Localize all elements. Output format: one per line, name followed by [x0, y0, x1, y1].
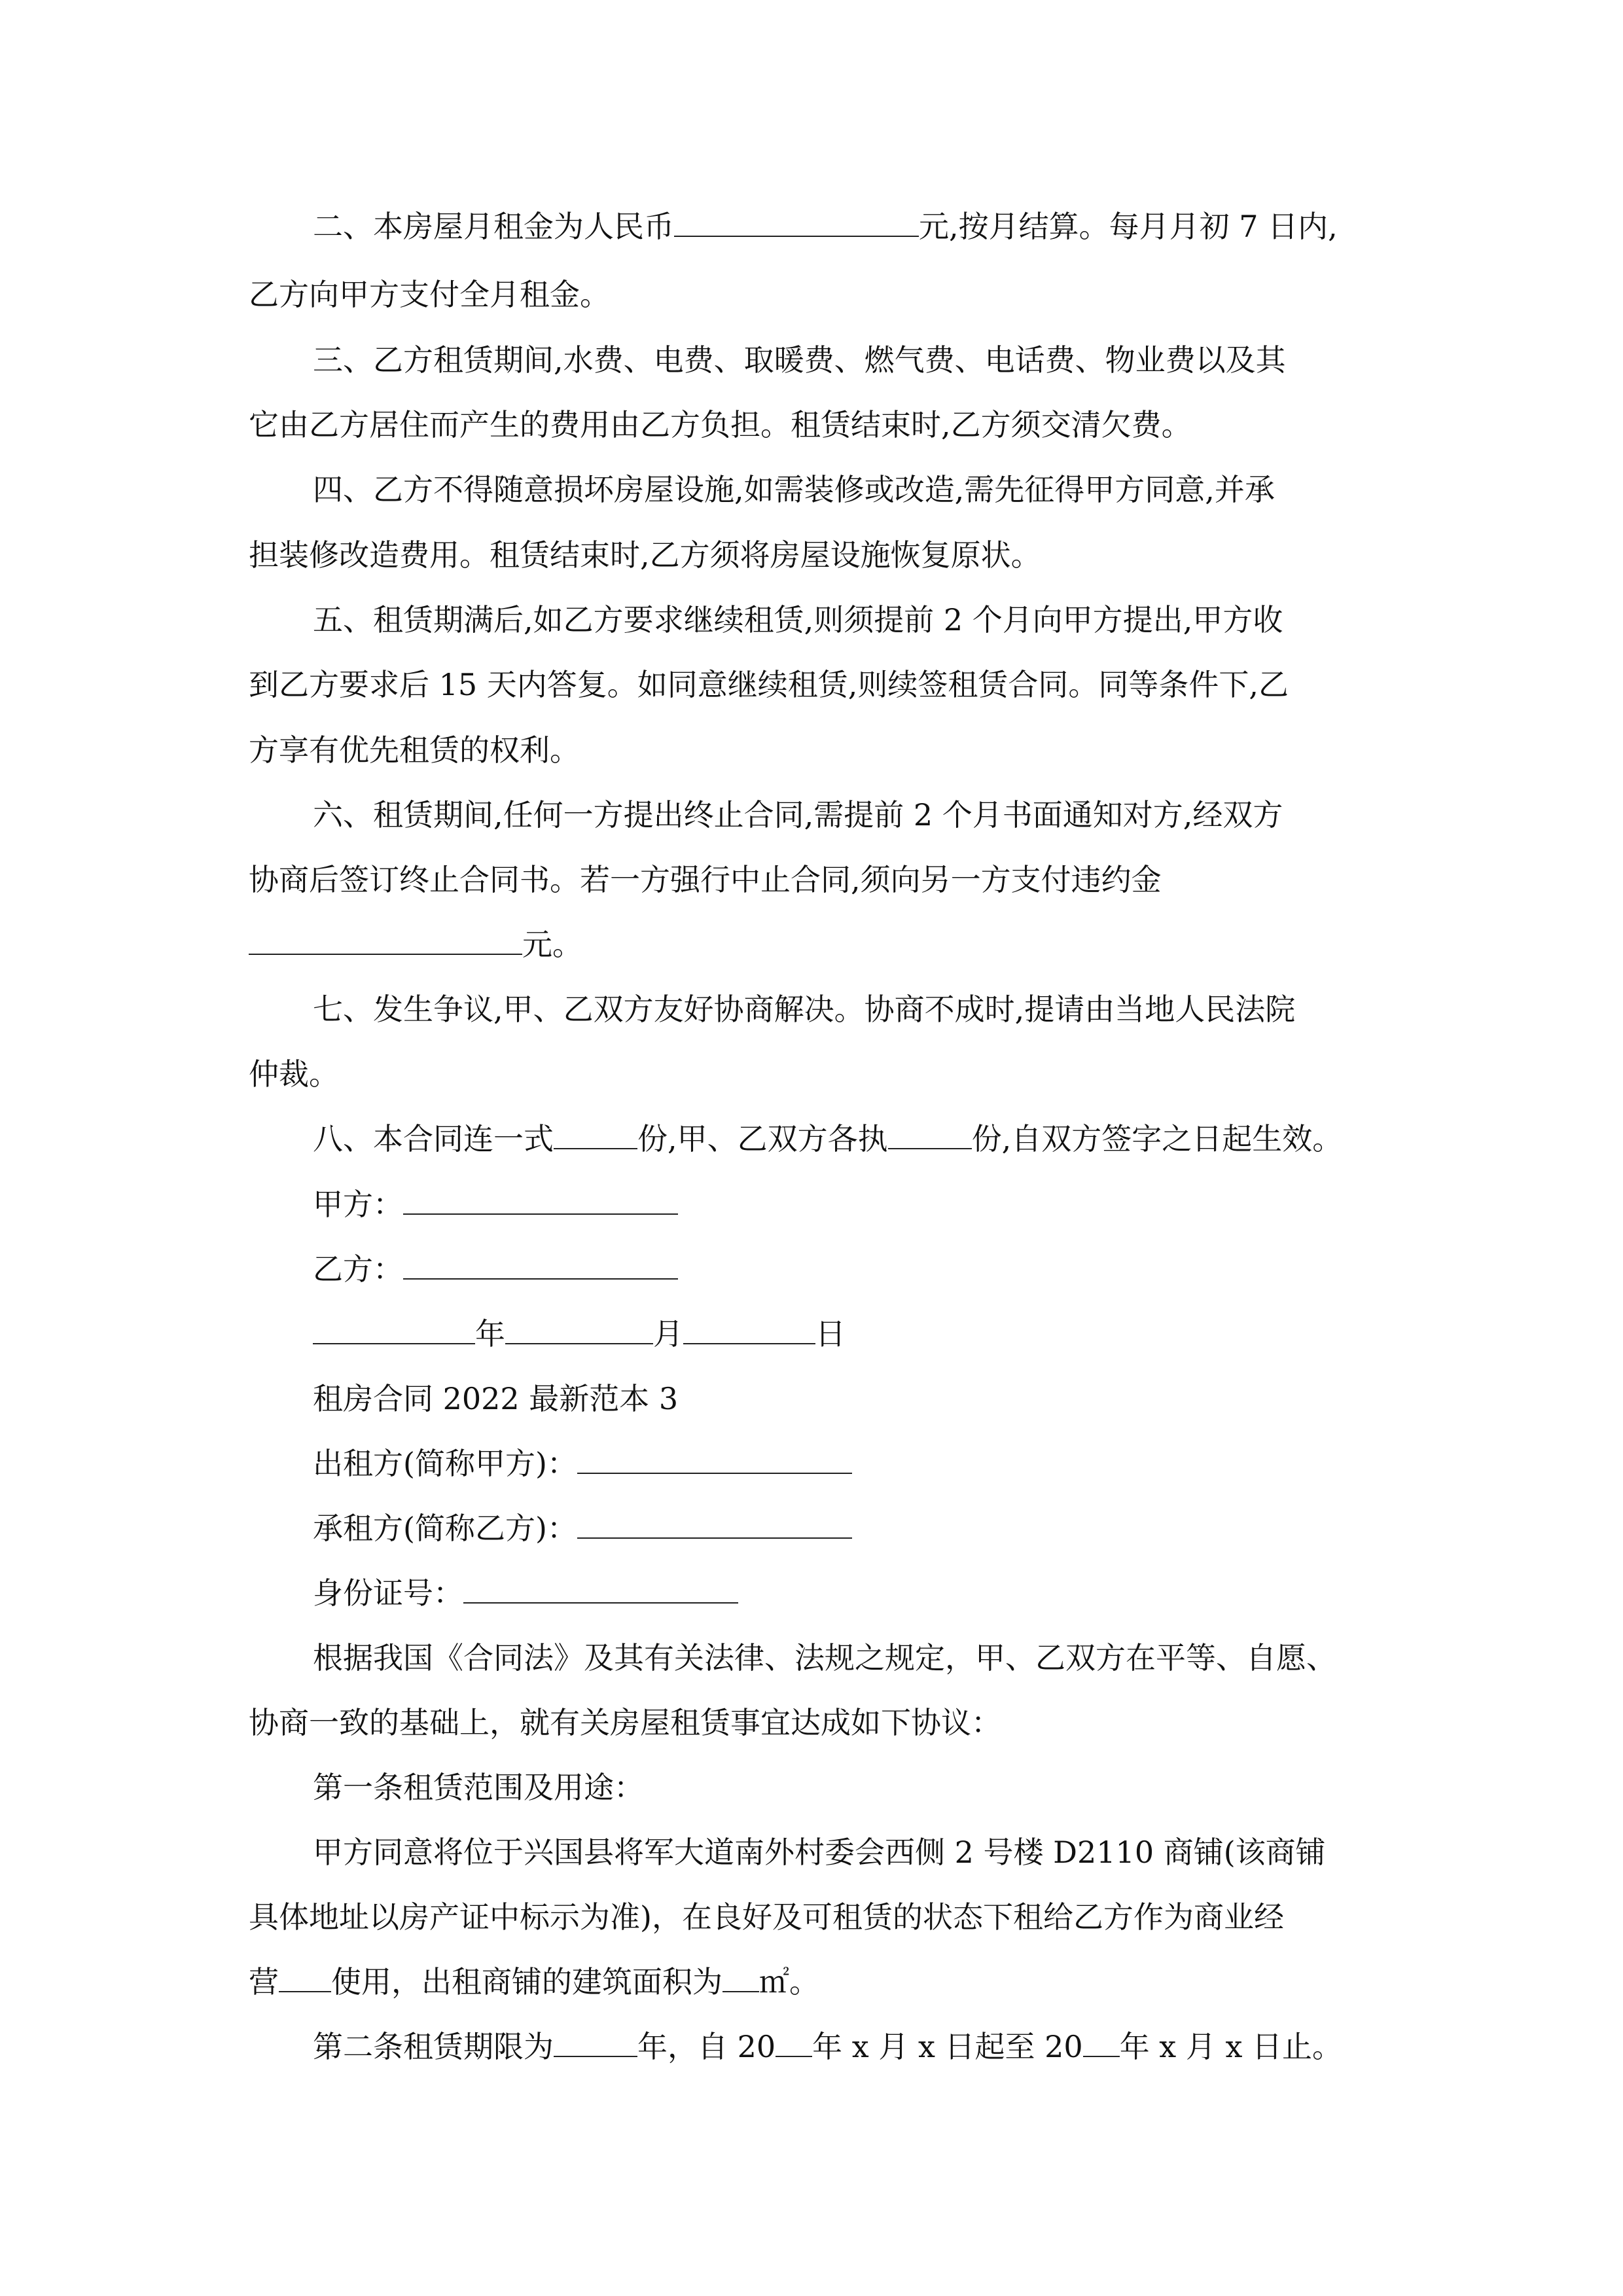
clause-6-text-c: 元。 [522, 927, 582, 962]
intro-line-2 [249, 1703, 1001, 1742]
clause-8-text-b: 份,甲、乙双方各执 [637, 1121, 888, 1157]
article-1-line-3 [249, 1962, 819, 2001]
rent-amount-blank [674, 207, 919, 237]
id-number-line [313, 1573, 738, 1613]
intro-text-a: 根据我国《合同法》及其有关法律、法规之规定，甲、乙双方在平等、自愿、 [313, 1640, 1336, 1676]
clause-7-text-a: 七、发生争议,甲、乙双方友好协商解决。协商不成时,提请由当地人民法院 [313, 992, 1296, 1027]
clause-5-line-2 [249, 665, 1289, 704]
clause-2-line-1 [313, 207, 1338, 246]
lease-years-blank [554, 2027, 637, 2057]
clause-5-text-a: 五、租赁期满后,如乙方要求继续租赁,则须提前 2 个月向甲方提出,甲方收 [313, 602, 1283, 637]
party-b-blank [403, 1249, 678, 1280]
penalty-amount-blank [249, 925, 522, 955]
article-1-line-1 [313, 1833, 1326, 1872]
clause-8-text-a: 八、本合同连一式 [313, 1121, 554, 1157]
clause-3-line-2 [249, 405, 1192, 444]
clause-8-text-c: 份,自双方签字之日起生效。 [971, 1121, 1343, 1157]
article-1-line-2 [249, 1897, 1284, 1937]
lessor-label: 出租方(简称甲方)： [313, 1446, 577, 1481]
clause-7-text-b: 仲裁。 [249, 1056, 339, 1092]
clause-6-text-a: 六、租赁期间,任何一方提出终止合同,需提前 2 个月书面通知对方,经双方 [313, 797, 1283, 833]
clause-5-line-3 [249, 730, 580, 770]
clause-3-line-1 [313, 340, 1286, 380]
clause-5-text-b: 到乙方要求后 15 天内答复。如同意继续租赁,则续签租赁合同。同等条件下,乙 [249, 667, 1289, 702]
article-1-text-e: ㎡。 [759, 1964, 819, 2000]
article-2-text-a: 第二条租赁期限为 [313, 2029, 554, 2064]
article-1-title [313, 1768, 644, 1807]
copies-total-blank [554, 1119, 637, 1149]
article-1-text-b: 具体地址以房产证中标示为准)，在良好及可租赁的状态下租给乙方作为商业经 [249, 1899, 1284, 1935]
clause-4-text-b: 担装修改造费用。租赁结束时,乙方须将房屋设施恢复原状。 [249, 537, 1041, 573]
clause-6-text-b: 协商后签订终止合同书。若一方强行中止合同,须向另一方支付违约金 [249, 862, 1162, 897]
date-line [313, 1314, 846, 1354]
article-1-text-d: 使用，出租商铺的建筑面积为 [331, 1964, 722, 2000]
clause-7-line-2 [249, 1054, 339, 1094]
clause-7-line-1 [313, 990, 1295, 1029]
party-b-signature-line [313, 1249, 678, 1289]
clause-2-text-b: 元,按月结算。每月月初 7 日内, [919, 209, 1338, 244]
party-a-label: 甲方： [313, 1187, 403, 1222]
lessee-blank [577, 1509, 852, 1539]
article-1-title-text: 第一条租赁范围及用途： [313, 1770, 644, 1805]
id-number-blank [463, 1573, 738, 1604]
year-label: 年 [475, 1316, 505, 1352]
clause-2-text-c: 乙方向甲方支付全月租金。 [249, 277, 610, 312]
day-label: 日 [815, 1316, 846, 1352]
copies-each-blank [888, 1119, 972, 1149]
clause-5-text-c: 方享有优先租赁的权利。 [249, 732, 580, 768]
clause-3-text-a: 三、乙方租赁期间,水费、电费、取暖费、燃气费、电话费、物业费以及其 [313, 342, 1286, 378]
lessee-line [313, 1509, 852, 1548]
lessor-line [313, 1444, 852, 1483]
party-a-signature-line [313, 1185, 678, 1224]
article-2-line [313, 2027, 1342, 2066]
area-blank [722, 1962, 759, 1992]
business-use-blank [279, 1962, 331, 1992]
clause-4-line-1 [313, 470, 1275, 509]
article-2-text-b: 年，自 20 [637, 2029, 776, 2064]
day-blank [683, 1314, 815, 1344]
start-year-blank [776, 2027, 812, 2057]
intro-text-b: 协商一致的基础上，就有关房屋租赁事宜达成如下协议： [249, 1705, 1001, 1740]
clause-6-line-3 [249, 925, 582, 964]
article-1-text-c: 营 [249, 1964, 279, 2000]
party-b-label: 乙方： [313, 1251, 403, 1287]
contract-3-title-text: 租房合同 2022 最新范本 3 [313, 1381, 679, 1416]
clause-4-line-2 [249, 535, 1041, 575]
lessee-label: 承租方(简称乙方)： [313, 1511, 577, 1546]
clause-8-line [313, 1119, 1342, 1158]
clause-5-line-1 [313, 600, 1283, 639]
id-number-label: 身份证号： [313, 1575, 463, 1611]
intro-line-1 [313, 1638, 1336, 1677]
end-year-blank [1083, 2027, 1120, 2057]
article-2-text-c: 年 x 月 x 日起至 20 [812, 2029, 1083, 2064]
clause-3-text-b: 它由乙方居住而产生的费用由乙方负担。租赁结束时,乙方须交清欠费。 [249, 407, 1192, 442]
month-label: 月 [653, 1316, 683, 1352]
contract-3-title [313, 1379, 678, 1418]
month-blank [505, 1314, 653, 1344]
party-a-blank [403, 1185, 678, 1215]
clause-6-line-2 [249, 860, 1162, 899]
clause-2-text-a: 二、本房屋月租金为人民币 [313, 209, 674, 244]
lessor-blank [577, 1444, 852, 1474]
article-1-text-a: 甲方同意将位于兴国县将军大道南外村委会西侧 2 号楼 D2110 商铺(该商铺 [313, 1835, 1326, 1870]
article-2-text-d: 年 x 月 x 日止。 [1119, 2029, 1343, 2064]
year-blank [313, 1314, 475, 1344]
clause-6-line-1 [313, 795, 1283, 834]
clause-4-text-a: 四、乙方不得随意损坏房屋设施,如需装修或改造,需先征得甲方同意,并承 [313, 472, 1275, 507]
clause-2-line-2 [249, 275, 610, 314]
